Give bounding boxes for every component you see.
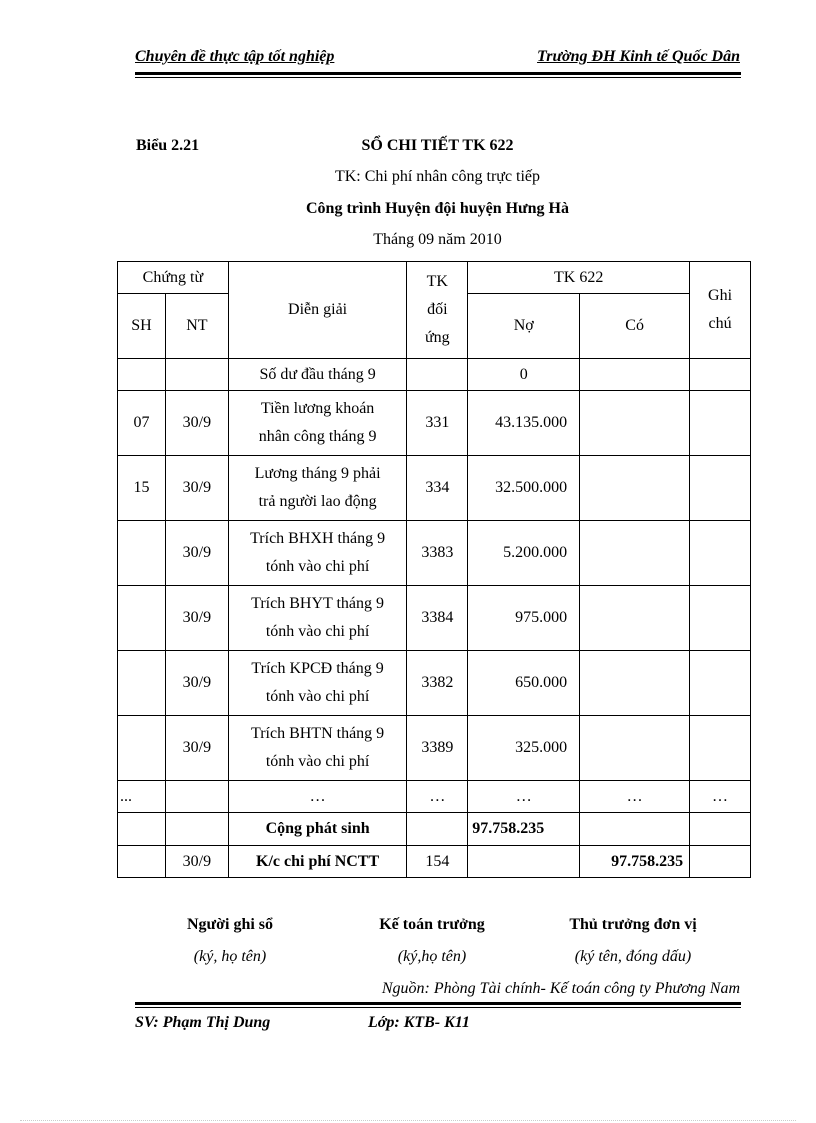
signature-director-note: (ký tên, đóng dấu) (574, 948, 692, 965)
cell-nt: 30/9 (165, 716, 228, 781)
cell-note (690, 391, 751, 456)
cell-dien-giai-line: trả người lao động (258, 493, 377, 510)
table-row (118, 586, 751, 651)
cell-sh: 15 (118, 456, 166, 521)
total-debit: 97.758.235 (468, 813, 580, 846)
cell-note (690, 586, 751, 651)
ledger-table (117, 261, 751, 878)
cell-credit (580, 359, 690, 391)
page-header (135, 48, 740, 66)
cell-dien-giai (228, 359, 407, 391)
cell-nt: 30/9 (165, 651, 228, 716)
signature-chief-accountant-note: (ký,họ tên) (397, 948, 467, 965)
header-ghi-chu (690, 262, 751, 359)
cell-dien-giai-line: tónh vào chi phí (265, 688, 370, 705)
signature-recorder-note: (ký, họ tên) (193, 948, 267, 965)
table-row (118, 781, 751, 813)
cell-credit (580, 651, 690, 716)
total-label: Cộng phát sinh (228, 813, 407, 846)
cell-dien-giai (228, 391, 407, 456)
cell-tk (407, 359, 468, 391)
cell-dien-giai (228, 586, 407, 651)
cell-tk: 334 (407, 456, 468, 521)
cell-nt: 30/9 (165, 521, 228, 586)
footer-rule-thin (135, 1007, 741, 1008)
header-tk-line: đối (427, 301, 448, 318)
header-tk-doi-ung (407, 262, 468, 359)
transfer-row (118, 846, 751, 878)
table-label: Biểu 2.21 (136, 137, 200, 154)
header-right-text: Trường ĐH Kinh tế Quốc Dân (537, 48, 740, 65)
cell-tk: 3382 (407, 651, 468, 716)
cell-dien-giai (228, 781, 407, 813)
cell-debit: 0 (468, 359, 580, 391)
page-edge-divider (20, 1120, 796, 1121)
header-sh: SH (118, 294, 166, 359)
period: Tháng 09 năm 2010 (373, 231, 502, 248)
cell-tk: 3389 (407, 716, 468, 781)
transfer-label: K/c chi phí NCTT (228, 846, 407, 878)
cell-note (690, 521, 751, 586)
cell-debit: 5.200.000 (468, 521, 580, 586)
table-row (118, 391, 751, 456)
table-row (118, 716, 751, 781)
cell-nt (165, 781, 228, 813)
transfer-account: 154 (407, 846, 468, 878)
transfer-credit: 97.758.235 (580, 846, 690, 878)
header-row-1 (118, 262, 751, 294)
header-rule-thin (135, 77, 741, 78)
cell-nt (165, 359, 228, 391)
cell-sh (118, 359, 166, 391)
cell-dien-giai-line: Trích BHTN tháng 9 (250, 725, 385, 742)
header-tk622: TK 622 (468, 262, 690, 294)
cell-dien-giai-line: Lương tháng 9 phải (254, 465, 381, 482)
cell-note: … (690, 781, 751, 813)
cell-dien-giai (228, 651, 407, 716)
header-ghi-chu-line: chú (708, 315, 732, 332)
header-left-text: Chuyên đề thực tập tốt nghiệp (135, 48, 335, 65)
cell-nt: 30/9 (165, 391, 228, 456)
cell-credit (580, 521, 690, 586)
cell-debit: 43.135.000 (468, 391, 580, 456)
signature-chief-accountant: Kế toán trưởng (379, 916, 485, 933)
cell-note (690, 651, 751, 716)
header-tk-line: TK (426, 273, 448, 290)
cell-tk: 3383 (407, 521, 468, 586)
header-chung-tu: Chứng từ (118, 262, 229, 294)
ledger-body (118, 359, 751, 813)
header-dien-giai: Diễn giải (228, 262, 407, 359)
page-title: SỔ CHI TIẾT TK 622 (361, 137, 514, 154)
table-row (118, 521, 751, 586)
header-co: Có (580, 294, 690, 359)
footer-class: Lớp: KTB- K11 (368, 1014, 470, 1031)
cell-credit: … (580, 781, 690, 813)
cell-dien-giai (228, 716, 407, 781)
cell-sh (118, 521, 166, 586)
cell-dien-giai-line: … (309, 787, 326, 805)
table-row (118, 651, 751, 716)
cell-dien-giai-line: Trích BHYT tháng 9 (251, 595, 385, 612)
signature-director: Thủ trưởng đơn vị (569, 916, 697, 933)
header-rule-thick (135, 72, 741, 75)
cell-sh: 07 (118, 391, 166, 456)
total-row (118, 813, 751, 846)
cell-credit (580, 716, 690, 781)
cell-dien-giai-line: tónh vào chi phí (265, 753, 370, 770)
cell-debit: 325.000 (468, 716, 580, 781)
footer-student: SV: Phạm Thị Dung (135, 1014, 271, 1031)
source-note: Nguồn: Phòng Tài chính- Kế toán công ty Phương Nam (381, 980, 740, 997)
cell-dien-giai-line: nhân công tháng 9 (258, 428, 377, 445)
cell-nt: 30/9 (165, 456, 228, 521)
cell-sh (118, 651, 166, 716)
cell-note (690, 716, 751, 781)
cell-nt: 30/9 (165, 586, 228, 651)
transfer-date: 30/9 (165, 846, 228, 878)
cell-tk: 331 (407, 391, 468, 456)
header-nt: NT (165, 294, 228, 359)
cell-note (690, 359, 751, 391)
cell-dien-giai-line: Số dư đầu tháng 9 (259, 365, 376, 383)
cell-dien-giai (228, 456, 407, 521)
cell-dien-giai (228, 521, 407, 586)
cell-debit: 975.000 (468, 586, 580, 651)
cell-dien-giai-line: tónh vào chi phí (265, 623, 370, 640)
account-subtitle: TK: Chi phí nhân công trực tiếp (334, 168, 541, 185)
cell-dien-giai-line: tónh vào chi phí (265, 558, 370, 575)
cell-credit (580, 456, 690, 521)
cell-dien-giai-line: Trích BHXH tháng 9 (250, 530, 386, 547)
cell-sh: ... (118, 781, 166, 813)
cell-debit: 32.500.000 (468, 456, 580, 521)
footer-rule-thick (135, 1002, 741, 1005)
cell-debit: … (468, 781, 580, 813)
cell-dien-giai-line: Tiền lương khoán (260, 400, 375, 417)
cell-credit (580, 391, 690, 456)
project-name: Công trình Huyện đội huyện Hưng Hà (306, 200, 569, 217)
table-row (118, 456, 751, 521)
cell-note (690, 456, 751, 521)
header-tk-line: ứng (424, 329, 450, 346)
cell-sh (118, 586, 166, 651)
signature-recorder: Người ghi sổ (186, 916, 274, 933)
header-no: Nợ (468, 294, 580, 359)
cell-tk: 3384 (407, 586, 468, 651)
cell-debit: 650.000 (468, 651, 580, 716)
cell-dien-giai-line: Trích KPCĐ tháng 9 (251, 660, 384, 677)
cell-credit (580, 586, 690, 651)
cell-sh (118, 716, 166, 781)
header-ghi-chu-line: Ghi (708, 287, 733, 304)
table-row (118, 359, 751, 391)
cell-tk: … (407, 781, 468, 813)
